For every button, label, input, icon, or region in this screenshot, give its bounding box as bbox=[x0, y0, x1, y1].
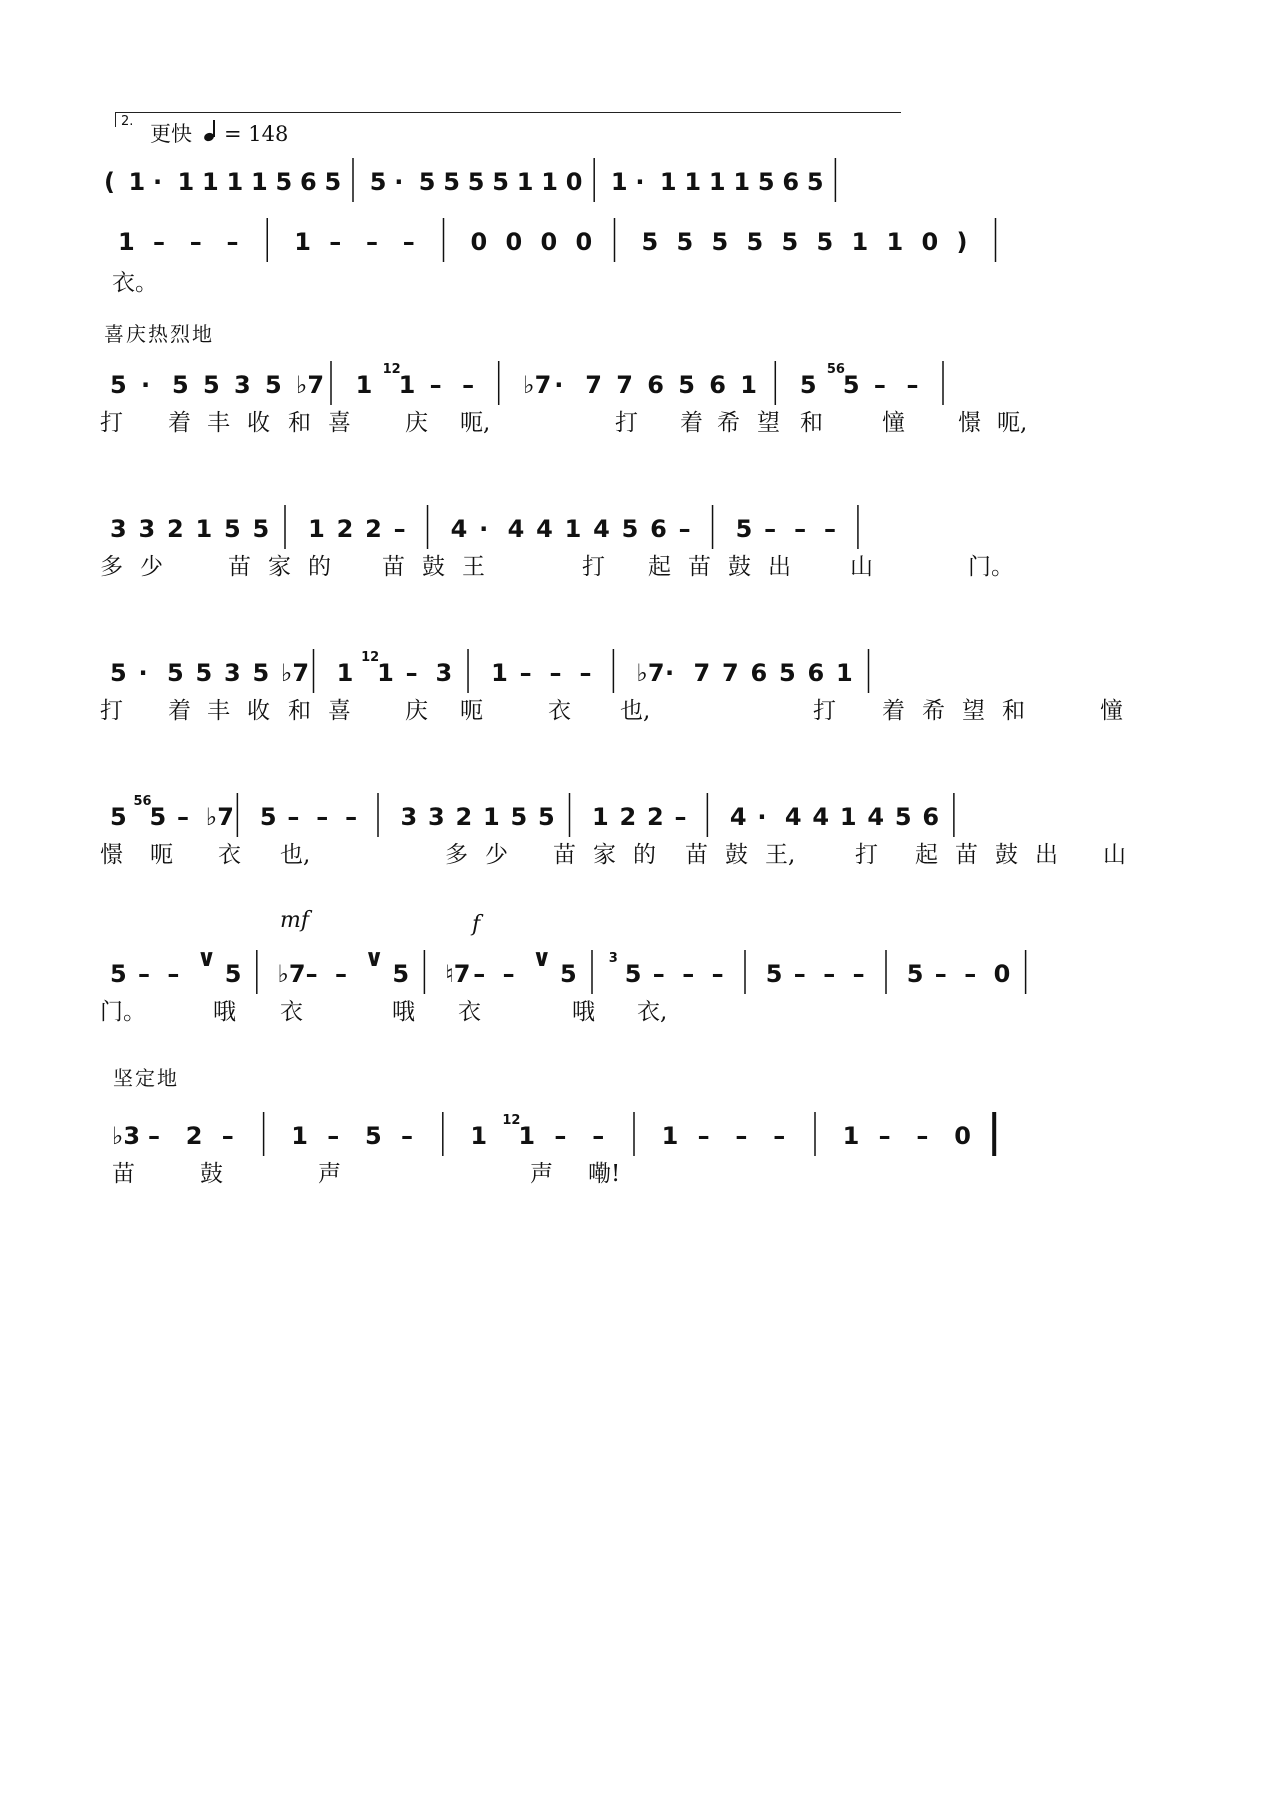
note-digit: ♭7 bbox=[523, 371, 552, 399]
lyric-syllable: 家 bbox=[593, 842, 616, 868]
note-digit: 2 bbox=[647, 803, 664, 831]
note-digit: 2 bbox=[167, 515, 184, 543]
dash-extension: – bbox=[824, 515, 836, 543]
lyric-syllable: 鼓 bbox=[422, 554, 445, 580]
note-digit: 1 bbox=[377, 659, 394, 687]
note-digit: 5 bbox=[275, 168, 293, 196]
note-digit: 5 bbox=[149, 803, 167, 831]
note-digit: 1 bbox=[592, 803, 609, 831]
breath-mark: ∨ bbox=[364, 944, 384, 972]
note-digit: 1 bbox=[684, 168, 702, 196]
lyric-syllable: 憬 bbox=[958, 410, 981, 436]
note-digit: 1 bbox=[355, 371, 373, 399]
lyric-syllable: 也, bbox=[620, 698, 651, 724]
lyric-syllable: 苗 bbox=[228, 554, 251, 580]
lyric-syllable: 和 bbox=[1002, 698, 1025, 724]
row-voice-3 bbox=[0, 497, 1272, 557]
note-digit: 5 bbox=[167, 659, 184, 687]
dash-extension: – bbox=[934, 960, 947, 988]
lyric-syllable: 希 bbox=[922, 698, 945, 724]
dash-extension: – bbox=[138, 960, 150, 988]
note-digit: 2 bbox=[365, 515, 382, 543]
dot-mark: · bbox=[153, 168, 163, 196]
dash-extension: – bbox=[462, 371, 475, 399]
lyric-syllable: 起 bbox=[648, 554, 671, 580]
note-digit: 3 bbox=[224, 659, 241, 687]
note-digit: 3 bbox=[138, 515, 156, 543]
lyric-syllable: 王, bbox=[765, 842, 796, 868]
grace-note: 12 bbox=[361, 650, 380, 665]
note-digit: 5 bbox=[467, 168, 485, 196]
lyric-syllable: 苗 bbox=[955, 842, 978, 868]
note-digit: 5 bbox=[510, 803, 528, 831]
dash-extension: – bbox=[793, 960, 806, 988]
lyric-syllable: 呃 bbox=[150, 842, 173, 868]
lyric-syllable: 起 bbox=[915, 842, 938, 868]
note-digit: 0 bbox=[575, 228, 593, 256]
lyric-syllable: 望 bbox=[962, 698, 985, 724]
lyric-syllable: 衣, bbox=[637, 999, 668, 1025]
lyric-syllable: 丰 bbox=[207, 698, 230, 724]
grace-note: 12 bbox=[382, 362, 401, 377]
dash-extension: – bbox=[794, 515, 807, 543]
note-digit: 2 bbox=[455, 803, 473, 831]
dash-extension: – bbox=[226, 228, 239, 256]
lyric-syllable: 和 bbox=[288, 410, 311, 436]
note-digit: 4 bbox=[812, 803, 830, 831]
dash-extension: – bbox=[873, 371, 886, 399]
lyric-syllable: 打 bbox=[615, 410, 638, 436]
dash-extension: – bbox=[964, 960, 977, 988]
lyric-syllable: 多 bbox=[100, 554, 123, 580]
lyric-syllable: 哦 bbox=[392, 999, 415, 1025]
lyric-syllable: 希 bbox=[717, 410, 740, 436]
dash-extension: – bbox=[393, 515, 406, 543]
note-digit: 1 bbox=[733, 168, 751, 196]
lyric-syllable: 呃, bbox=[460, 410, 491, 436]
dash-extension: – bbox=[401, 1122, 413, 1150]
dash-extension: – bbox=[177, 803, 189, 831]
dash-extension: – bbox=[366, 228, 378, 256]
note-digit: ♭7 bbox=[277, 960, 306, 988]
notation-line bbox=[0, 497, 1272, 557]
dash-extension: – bbox=[852, 960, 865, 988]
lyric-syllable: 苗 bbox=[688, 554, 711, 580]
note-digit: 1 bbox=[202, 168, 219, 196]
note-digit: 1 bbox=[226, 168, 244, 196]
notation-line bbox=[0, 1104, 1272, 1164]
note-digit: 1 bbox=[839, 803, 857, 831]
lyric-syllable: 衣。 bbox=[112, 270, 158, 296]
dash-extension: – bbox=[519, 659, 532, 687]
note-digit: 5 bbox=[765, 960, 783, 988]
note-digit: ♭7 bbox=[205, 803, 234, 831]
note-digit: ) bbox=[956, 228, 968, 256]
note-digit: 2 bbox=[185, 1122, 203, 1150]
dash-extension: – bbox=[764, 515, 777, 543]
note-digit: 5 bbox=[641, 228, 659, 256]
note-digit: 5 bbox=[678, 371, 696, 399]
note-digit: 5 bbox=[560, 960, 577, 988]
note-digit: 0 bbox=[540, 228, 558, 256]
dash-extension: – bbox=[549, 659, 562, 687]
note-digit: 1 bbox=[291, 1122, 308, 1150]
note-digit: 5 bbox=[492, 168, 509, 196]
note-digit: 7 bbox=[693, 659, 711, 687]
note-digit: 1 bbox=[128, 168, 146, 196]
dash-extension: – bbox=[711, 960, 724, 988]
lyric-syllable: 和 bbox=[288, 698, 311, 724]
volta-label: 2. bbox=[121, 114, 134, 129]
lyric-syllable: 出 bbox=[1035, 842, 1058, 868]
note-digit: 1 bbox=[659, 168, 677, 196]
lyric-syllable: 望 bbox=[757, 410, 780, 436]
note-digit: 0 bbox=[921, 228, 939, 256]
grace-note: 56 bbox=[133, 794, 152, 809]
row-voice-7 bbox=[0, 1104, 1272, 1164]
dash-extension: – bbox=[287, 803, 300, 831]
dot-mark: · bbox=[138, 659, 148, 687]
note-digit: 5 bbox=[259, 803, 277, 831]
dash-extension: – bbox=[502, 960, 515, 988]
note-digit: 5 bbox=[781, 228, 799, 256]
note-digit: ♮7 bbox=[445, 960, 471, 988]
note-digit: 5 bbox=[735, 515, 753, 543]
row-instrumental bbox=[0, 150, 1272, 210]
lyric-syllable: 门。 bbox=[100, 999, 146, 1025]
lyric-syllable: 憧 bbox=[882, 410, 905, 436]
lyric-syllable: 呃 bbox=[460, 698, 483, 724]
breath-mark: ∨ bbox=[196, 944, 217, 972]
note-digit: 1 bbox=[491, 659, 508, 687]
lyric-syllable: 打 bbox=[855, 842, 878, 868]
quarter-note-icon bbox=[204, 121, 218, 141]
note-digit: 5 bbox=[110, 803, 127, 831]
note-digit: 3 bbox=[400, 803, 418, 831]
lyric-syllable: 的 bbox=[633, 842, 656, 868]
lyric-syllable: 苗 bbox=[112, 1161, 135, 1187]
lyric-syllable: 也, bbox=[280, 842, 311, 868]
lyric-syllable: 丰 bbox=[207, 410, 230, 436]
notation-line bbox=[0, 942, 1272, 1002]
note-digit: 5 bbox=[252, 515, 270, 543]
note-digit: 5 bbox=[369, 168, 387, 196]
note-digit: 2 bbox=[619, 803, 637, 831]
note-digit: 1 bbox=[483, 803, 500, 831]
expression-firm: 坚定地 bbox=[113, 1066, 179, 1090]
lyric-syllable: 着 bbox=[882, 698, 905, 724]
lyric-syllable: 打 bbox=[813, 698, 836, 724]
note-digit: 1 bbox=[398, 371, 416, 399]
lyric-syllable: 的 bbox=[308, 554, 331, 580]
dash-extension: – bbox=[697, 1122, 710, 1150]
lyric-syllable: 鼓 bbox=[728, 554, 751, 580]
note-digit: 1 bbox=[118, 228, 135, 256]
note-digit: 5 bbox=[224, 515, 241, 543]
note-digit: 1 bbox=[308, 515, 325, 543]
lyric-syllable: 衣 bbox=[548, 698, 571, 724]
expression-joyful: 喜庆热烈地 bbox=[104, 322, 214, 346]
note-digit: 6 bbox=[922, 803, 940, 831]
note-digit: 5 bbox=[110, 659, 127, 687]
lyric-syllable: 苗 bbox=[685, 842, 708, 868]
note-digit: 5 bbox=[624, 960, 642, 988]
note-digit: 5 bbox=[365, 1122, 382, 1150]
grace-note: 12 bbox=[502, 1113, 521, 1128]
lyric-syllable: 着 bbox=[168, 698, 191, 724]
note-digit: 5 bbox=[806, 168, 824, 196]
note-digit: 5 bbox=[906, 960, 924, 988]
note-digit: 6 bbox=[300, 168, 317, 196]
dash-extension: – bbox=[316, 803, 329, 831]
lyric-syllable: 打 bbox=[100, 698, 123, 724]
grace-note: 3 bbox=[608, 951, 618, 966]
note-digit: 1 bbox=[564, 515, 582, 543]
note-digit: 0 bbox=[993, 960, 1011, 988]
dash-extension: – bbox=[916, 1122, 929, 1150]
lyric-syllable: 苗 bbox=[382, 554, 405, 580]
note-digit: ♭7 bbox=[296, 371, 325, 399]
note-digit: 6 bbox=[650, 515, 667, 543]
note-digit: 5 bbox=[538, 803, 555, 831]
dot-mark: · bbox=[757, 803, 767, 831]
lyric-syllable: 喜 bbox=[328, 698, 351, 724]
lyric-syllable: 出 bbox=[768, 554, 791, 580]
dash-extension: – bbox=[554, 1122, 567, 1150]
note-digit: 4 bbox=[593, 515, 610, 543]
note-digit: 1 bbox=[177, 168, 195, 196]
lyric-syllable: 收 bbox=[247, 410, 270, 436]
notation-line bbox=[0, 210, 1272, 270]
dash-extension: – bbox=[329, 228, 342, 256]
note-digit: 5 bbox=[252, 659, 270, 687]
dot-mark: · bbox=[479, 515, 489, 543]
dot-mark: · bbox=[554, 371, 564, 399]
lyric-syllable: 少 bbox=[140, 554, 163, 580]
note-digit: 0 bbox=[565, 168, 583, 196]
note-digit: 5 bbox=[195, 659, 213, 687]
note-digit: 5 bbox=[172, 371, 189, 399]
tempo-value: = 148 bbox=[224, 122, 289, 146]
dash-extension: – bbox=[682, 960, 695, 988]
lyric-syllable: 门。 bbox=[968, 554, 1014, 580]
dash-extension: – bbox=[906, 371, 919, 399]
note-digit: 1 bbox=[886, 228, 904, 256]
grace-note: 56 bbox=[826, 362, 845, 377]
lyric-syllable: 山 bbox=[1103, 842, 1126, 868]
dash-extension: – bbox=[674, 803, 687, 831]
note-digit: 5 bbox=[203, 371, 220, 399]
note-digit: 0 bbox=[505, 228, 523, 256]
note-digit: 0 bbox=[954, 1122, 971, 1150]
lyric-syllable: 着 bbox=[168, 410, 191, 436]
lyric-syllable: 呃, bbox=[997, 410, 1028, 436]
note-digit: 5 bbox=[443, 168, 460, 196]
dash-extension: – bbox=[579, 659, 592, 687]
note-digit: 7 bbox=[585, 371, 603, 399]
dot-mark: · bbox=[635, 168, 645, 196]
note-digit: ♭7 bbox=[636, 659, 665, 687]
dash-extension: – bbox=[345, 803, 358, 831]
note-digit: 4 bbox=[784, 803, 802, 831]
note-digit: 1 bbox=[518, 1122, 536, 1150]
note-digit: 3 bbox=[435, 659, 453, 687]
lyric-syllable: 苗 bbox=[553, 842, 576, 868]
dash-extension: – bbox=[773, 1122, 786, 1150]
note-digit: 5 bbox=[418, 168, 436, 196]
lyric-syllable: 庆 bbox=[405, 410, 428, 436]
dot-mark: · bbox=[141, 371, 151, 399]
dash-extension: – bbox=[735, 1122, 748, 1150]
lyric-syllable: 多 bbox=[445, 842, 468, 868]
lyric-syllable: 鼓 bbox=[995, 842, 1018, 868]
lyric-syllable: 衣 bbox=[458, 999, 481, 1025]
note-digit: 1 bbox=[294, 228, 311, 256]
note-digit: 3 bbox=[110, 515, 127, 543]
lyric-syllable: 哦 bbox=[213, 999, 236, 1025]
lyric-syllable: 山 bbox=[850, 554, 873, 580]
note-digit: ♭7 bbox=[281, 659, 310, 687]
lyric-syllable: 打 bbox=[100, 410, 123, 436]
lyric-syllable: 哦 bbox=[572, 999, 595, 1025]
lyric-syllable: 鼓 bbox=[725, 842, 748, 868]
dash-extension: – bbox=[402, 228, 415, 256]
note-digit: 1 bbox=[541, 168, 558, 196]
note-digit: 5 bbox=[324, 168, 342, 196]
dash-extension: – bbox=[652, 960, 665, 988]
note-digit: 0 bbox=[470, 228, 488, 256]
note-digit: 7 bbox=[616, 371, 634, 399]
notation-line bbox=[0, 150, 1272, 210]
lyric-syllable: 着 bbox=[680, 410, 703, 436]
lyric-syllable: 衣 bbox=[218, 842, 241, 868]
note-digit: 5 bbox=[799, 371, 817, 399]
row-voice-1 bbox=[0, 210, 1272, 270]
note-digit: 2 bbox=[336, 515, 354, 543]
note-digit: 3 bbox=[234, 371, 251, 399]
note-digit: 5 bbox=[894, 803, 912, 831]
note-digit: 6 bbox=[782, 168, 800, 196]
note-digit: 5 bbox=[392, 960, 410, 988]
note-digit: 5 bbox=[711, 228, 729, 256]
note-digit: 4 bbox=[536, 515, 553, 543]
note-digit: 6 bbox=[709, 371, 727, 399]
lyric-syllable: 打 bbox=[582, 554, 605, 580]
note-digit: 5 bbox=[110, 960, 127, 988]
note-digit: 1 bbox=[516, 168, 534, 196]
lyric-syllable: 喜 bbox=[328, 410, 351, 436]
note-digit: 5 bbox=[816, 228, 834, 256]
note-digit: ♭3 bbox=[112, 1122, 141, 1150]
note-digit: 5 bbox=[621, 515, 639, 543]
dash-extension: – bbox=[592, 1122, 605, 1150]
note-digit: 1 bbox=[851, 228, 869, 256]
note-digit: 1 bbox=[251, 168, 268, 196]
note-digit: 4 bbox=[729, 803, 747, 831]
note-digit: 1 bbox=[336, 659, 354, 687]
note-digit: 1 bbox=[661, 1122, 679, 1150]
lyric-syllable: 声 bbox=[530, 1161, 553, 1187]
lyric-syllable: 少 bbox=[485, 842, 508, 868]
note-digit: 1 bbox=[842, 1122, 860, 1150]
note-digit: 6 bbox=[807, 659, 825, 687]
note-digit: 6 bbox=[750, 659, 768, 687]
note-digit: 6 bbox=[647, 371, 665, 399]
dash-extension: – bbox=[153, 228, 165, 256]
dash-extension: – bbox=[405, 659, 418, 687]
dash-extension: – bbox=[429, 371, 442, 399]
dash-extension: – bbox=[823, 960, 836, 988]
note-digit: 4 bbox=[867, 803, 885, 831]
dash-extension: – bbox=[221, 1122, 234, 1150]
note-digit: 5 bbox=[676, 228, 694, 256]
lyric-syllable: 收 bbox=[247, 698, 270, 724]
note-digit: 5 bbox=[265, 371, 282, 399]
note-digit: 5 bbox=[110, 371, 127, 399]
lyric-syllable: 鼓 bbox=[200, 1161, 223, 1187]
dash-extension: – bbox=[148, 1122, 160, 1150]
note-digit: 4 bbox=[450, 515, 468, 543]
dash-extension: – bbox=[335, 960, 347, 988]
note-digit: 4 bbox=[507, 515, 525, 543]
lyric-syllable: 憬 bbox=[100, 842, 123, 868]
row-voice-6 bbox=[0, 942, 1272, 1002]
lyric-syllable: 嘞! bbox=[588, 1161, 621, 1187]
dash-extension: – bbox=[473, 960, 486, 988]
dash-extension: – bbox=[678, 515, 691, 543]
note-digit: ( bbox=[104, 168, 115, 196]
dash-extension: – bbox=[878, 1122, 891, 1150]
note-digit: 1 bbox=[195, 515, 213, 543]
note-digit: 5 bbox=[746, 228, 764, 256]
dynamic-mf: mf bbox=[280, 908, 310, 933]
dot-mark: · bbox=[665, 659, 675, 687]
note-digit: 1 bbox=[740, 371, 758, 399]
dynamic-f: f bbox=[472, 912, 481, 937]
lyric-syllable: 和 bbox=[800, 410, 823, 436]
note-digit: 1 bbox=[610, 168, 628, 196]
lyric-syllable: 衣 bbox=[280, 999, 303, 1025]
dash-extension: – bbox=[327, 1122, 340, 1150]
note-digit: 1 bbox=[708, 168, 726, 196]
note-digit: 7 bbox=[722, 659, 739, 687]
dash-extension: – bbox=[305, 960, 318, 988]
dash-extension: – bbox=[189, 228, 202, 256]
lyric-syllable: 家 bbox=[268, 554, 291, 580]
note-digit: 3 bbox=[428, 803, 445, 831]
note-digit: 5 bbox=[757, 168, 775, 196]
lyric-syllable: 声 bbox=[318, 1161, 341, 1187]
dash-extension: – bbox=[167, 960, 180, 988]
breath-mark: ∨ bbox=[532, 944, 552, 972]
lyric-syllable: 憧 bbox=[1100, 698, 1123, 724]
note-digit: 1 bbox=[470, 1122, 488, 1150]
lyric-syllable: 庆 bbox=[405, 698, 428, 724]
note-digit: 1 bbox=[836, 659, 853, 687]
note-digit: 5 bbox=[224, 960, 242, 988]
note-digit: 5 bbox=[779, 659, 796, 687]
tempo-text: 更快 bbox=[150, 122, 192, 146]
dot-mark: · bbox=[394, 168, 404, 196]
lyric-syllable: 王 bbox=[462, 554, 485, 580]
note-digit: 5 bbox=[842, 371, 860, 399]
tempo-marking bbox=[150, 118, 288, 148]
